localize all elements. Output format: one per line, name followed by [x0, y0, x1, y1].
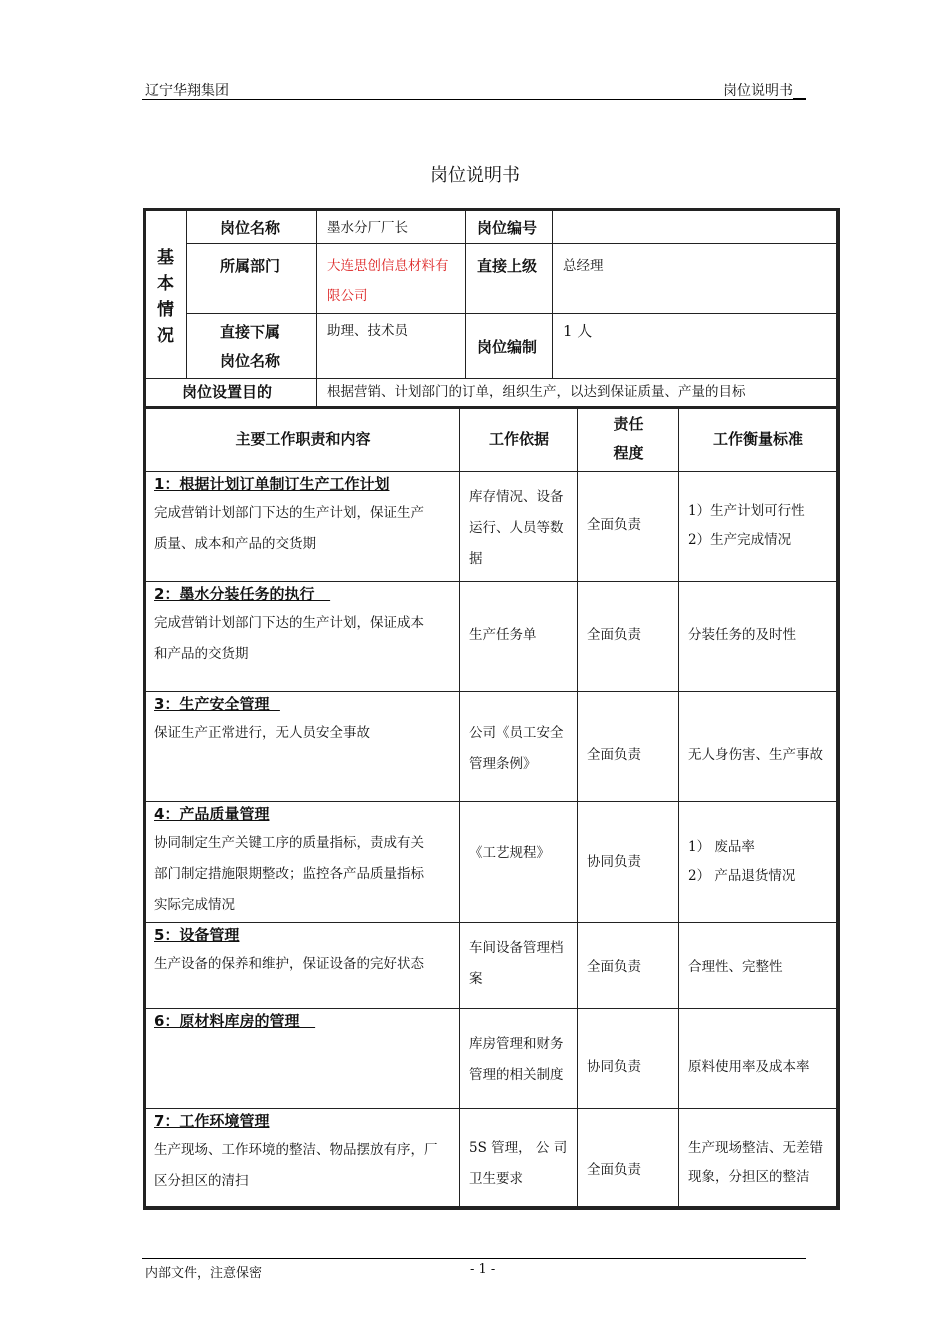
duty-standard-cell	[679, 802, 837, 923]
duty-basis-line2: 运行、人员等数	[469, 520, 564, 536]
duty-standard-line1: 原料使用率及成本率	[688, 1059, 810, 1075]
duty-responsibility-cell	[578, 923, 679, 1009]
footer-note: 内部文件，注意保密	[145, 1266, 263, 1281]
duty-standard-line2: 2）生产完成情况	[688, 532, 792, 548]
duty-basis-line1: 5S 管理， 公 司	[469, 1140, 568, 1156]
page-title: 岗位说明书	[430, 165, 520, 186]
duty-content-cell	[146, 692, 460, 802]
label-text: 岗位编制	[477, 338, 538, 356]
duty-responsibility-cell	[578, 582, 679, 692]
duty-basis-line1: 库存情况、设备	[469, 489, 564, 505]
header-text-line2: 程度	[613, 444, 644, 462]
duty-content-cell	[146, 1109, 460, 1207]
duty-desc-line2: 区分担区的清扫	[154, 1173, 249, 1189]
header-text: 工作衡量标准	[712, 430, 803, 448]
duty-standard-line1: 1） 废品率	[688, 839, 755, 855]
label-text-line1: 直接下属	[220, 323, 281, 341]
value-text-line1: 大连思创信息材料有	[327, 258, 449, 274]
header-rule	[142, 99, 806, 100]
basic-char-1: 基	[157, 248, 174, 268]
duty-basis-line1: 生产任务单	[469, 627, 537, 643]
duty-title: 3：生产安全管理	[154, 695, 280, 713]
label-text: 岗位名称	[220, 219, 281, 237]
value-position-code	[553, 211, 837, 244]
duty-standard-line2: 2） 产品退货情况	[688, 868, 796, 884]
label-position-code	[466, 211, 553, 244]
duty-standard-cell	[679, 472, 837, 582]
duty-desc-line1: 保证生产正常进行，无人员安全事故	[154, 725, 370, 741]
value-text: 1 人	[563, 322, 593, 340]
value-department	[317, 244, 466, 314]
duty-basis-line3: 据	[469, 551, 483, 567]
duty-standard-line2: 现象，分担区的整洁	[688, 1169, 810, 1185]
duty-title: 1：根据计划订单制订生产工作计划	[154, 475, 390, 493]
col-header-content	[146, 409, 460, 472]
page-number: - 1 -	[470, 1262, 496, 1277]
col-header-responsibility	[578, 409, 679, 472]
duty-responsibility-cell	[578, 692, 679, 802]
duty-responsibility-cell	[578, 802, 679, 923]
duty-basis-line1: 库房管理和财务	[469, 1036, 564, 1052]
duty-standard-cell	[679, 1009, 837, 1109]
duty-desc-line2: 部门制定措施限期整改；监控各产品质量指标	[154, 866, 424, 882]
value-headcount	[553, 314, 837, 379]
value-text-line2: 限公司	[327, 288, 368, 304]
duty-standard-cell	[679, 692, 837, 802]
duty-content-cell	[146, 802, 460, 923]
duty-desc-line1: 协同制定生产关键工序的质量指标，责成有关	[154, 835, 424, 851]
duty-content-cell	[146, 582, 460, 692]
duty-responsibility-cell	[578, 1009, 679, 1109]
duty-responsibility: 全面负责	[587, 747, 641, 763]
col-header-basis	[460, 409, 578, 472]
value-text: 根据营销、计划部门的订单，组织生产，以达到保证质量、产量的目标	[327, 384, 746, 400]
duty-basis-cell	[460, 1109, 578, 1207]
duty-desc-line2: 质量、成本和产品的交货期	[154, 536, 316, 552]
duty-desc-line3: 实际完成情况	[154, 897, 235, 913]
basic-char-3: 情	[157, 300, 174, 320]
duty-basis-cell	[460, 692, 578, 802]
job-description-table	[143, 208, 840, 1210]
duty-desc-line1: 完成营销计划部门下达的生产计划，保证成本	[154, 615, 424, 631]
duty-standard-line1: 合理性、完整性	[688, 959, 783, 975]
value-text: 墨水分厂厂长	[327, 220, 408, 236]
value-subordinates	[317, 314, 466, 379]
duty-standard-line1: 1）生产计划可行性	[688, 503, 805, 519]
header-doc-type: 岗位说明书	[723, 83, 793, 99]
duty-basis-line2: 管理条例》	[469, 756, 537, 772]
duty-responsibility: 全面负责	[587, 959, 641, 975]
duty-basis-cell	[460, 923, 578, 1009]
label-position-name	[187, 211, 317, 244]
duty-desc-line1: 生产现场、工作环境的整洁、物品摆放有序，厂	[154, 1142, 438, 1158]
duty-title: 2：墨水分装任务的执行	[154, 585, 331, 603]
header-text: 主要工作职责和内容	[235, 430, 371, 448]
label-purpose	[146, 379, 317, 409]
duty-standard-cell	[679, 923, 837, 1009]
duty-title: 6：原材料库房的管理	[154, 1012, 316, 1030]
duty-basis-line2: 卫生要求	[469, 1171, 523, 1187]
label-subordinates	[187, 314, 317, 379]
duty-basis-line1: 公司《员工安全	[469, 725, 564, 741]
duty-standard-line1: 无人身伤害、生产事故	[688, 747, 823, 763]
footer-rule	[142, 1258, 806, 1259]
label-text: 岗位编号	[477, 219, 538, 237]
duty-responsibility-cell	[578, 472, 679, 582]
duty-standard-line1: 生产现场整洁、无差错	[688, 1140, 823, 1156]
value-direct-superior	[553, 244, 837, 314]
duty-standard-line1: 分装任务的及时性	[688, 627, 796, 643]
basic-char-2: 本	[157, 274, 174, 294]
duty-desc-line2: 和产品的交货期	[154, 646, 249, 662]
duty-title: 4：产品质量管理	[154, 805, 270, 823]
label-department	[187, 244, 317, 314]
duty-responsibility: 全面负责	[587, 1162, 641, 1178]
duty-basis-line1: 《工艺规程》	[469, 845, 550, 861]
duty-content-cell	[146, 923, 460, 1009]
duty-desc-line1: 生产设备的保养和维护，保证设备的完好状态	[154, 956, 424, 972]
duty-responsibility: 全面负责	[587, 627, 641, 643]
duty-responsibility: 协同负责	[587, 1059, 641, 1075]
duty-standard-cell	[679, 1109, 837, 1207]
value-text: 助理、技术员	[327, 323, 408, 339]
header-underline	[793, 98, 806, 99]
label-headcount	[466, 314, 553, 379]
col-header-standard	[679, 409, 837, 472]
value-text: 总经理	[563, 258, 604, 274]
duty-responsibility: 协同负责	[587, 854, 641, 870]
label-text-line2: 岗位名称	[220, 352, 281, 370]
duty-basis-cell	[460, 1009, 578, 1109]
duty-content-cell	[146, 1009, 460, 1109]
duty-basis-line1: 车间设备管理档	[469, 940, 564, 956]
value-purpose	[317, 379, 837, 409]
duty-standard-cell	[679, 582, 837, 692]
header-text: 工作依据	[488, 430, 549, 448]
duty-title: 7：工作环境管理	[154, 1112, 270, 1130]
duty-basis-line2: 管理的相关制度	[469, 1067, 564, 1083]
duty-desc-line1: 完成营销计划部门下达的生产计划，保证生产	[154, 505, 424, 521]
label-text: 直接上级	[477, 257, 538, 275]
basic-section-label	[146, 211, 187, 379]
duty-responsibility-cell	[578, 1109, 679, 1207]
header-company: 辽宁华翔集团	[145, 83, 229, 99]
duty-title: 5：设备管理	[154, 926, 240, 944]
duty-basis-cell	[460, 582, 578, 692]
duty-basis-cell	[460, 472, 578, 582]
basic-char-4: 况	[157, 326, 174, 346]
duty-basis-line2: 案	[469, 971, 483, 987]
label-text: 岗位设置目的	[182, 383, 273, 401]
duty-content-cell	[146, 472, 460, 582]
duty-responsibility: 全面负责	[587, 517, 641, 533]
label-text: 所属部门	[220, 257, 281, 275]
duty-basis-cell	[460, 802, 578, 923]
value-position-name	[317, 211, 466, 244]
header-text-line1: 责任	[613, 415, 644, 433]
label-direct-superior	[466, 244, 553, 314]
